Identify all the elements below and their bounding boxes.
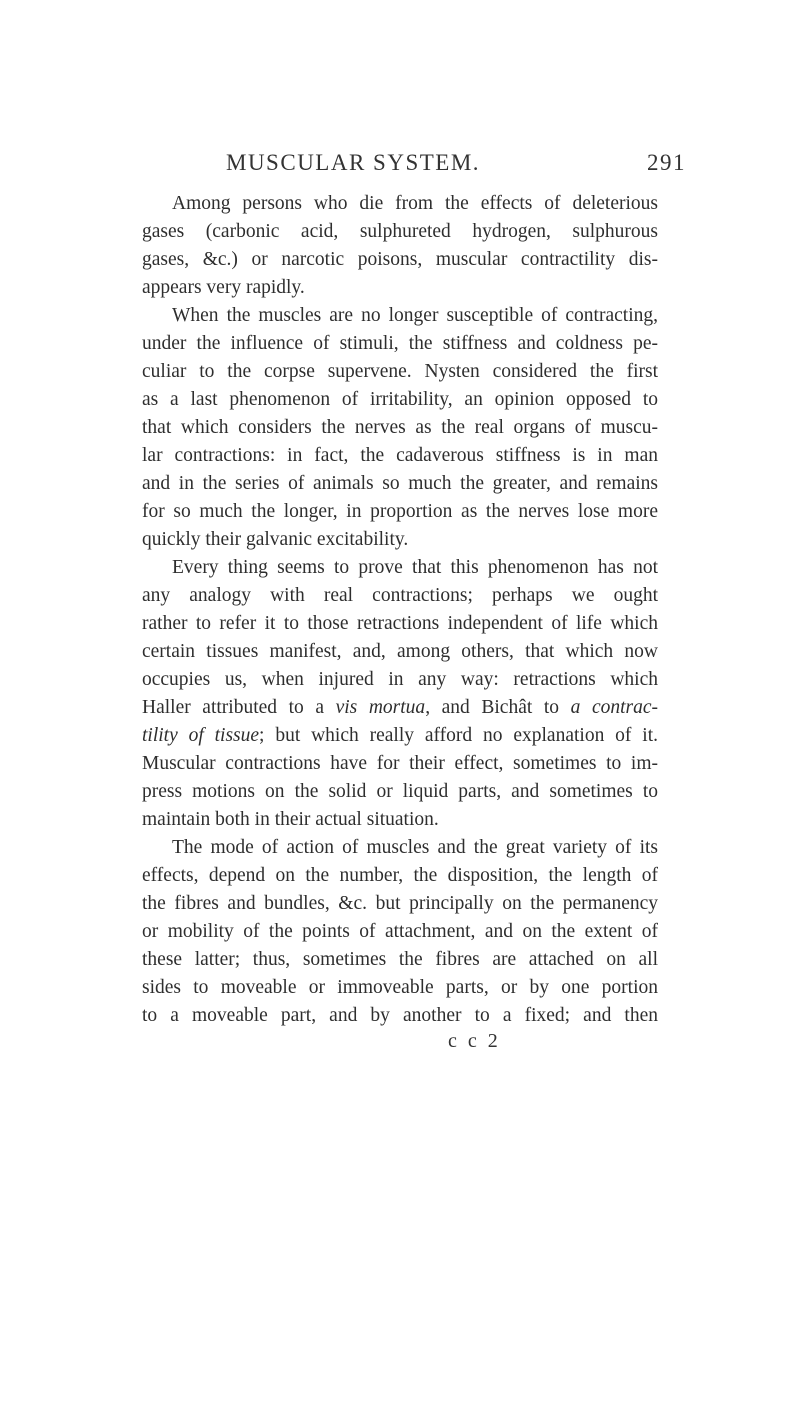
signature-mark: c c 2	[448, 1030, 501, 1052]
text-line: The mode of action of muscles and the great variety of its	[172, 837, 658, 858]
text-line: as a last phenomenon of irritability, an opinion opposed to	[142, 389, 658, 410]
text-line: sides to moveable or immoveable parts, or by one portion	[142, 977, 658, 998]
page-number: 291	[647, 150, 686, 175]
text-run: ; but which really afford no explanation of it.	[259, 725, 658, 746]
text-line: gases (carbonic acid, sulphureted hydrogen, sulphurous	[142, 221, 658, 242]
text-line: Among persons who die from the effects of deleterious	[172, 193, 658, 214]
running-head	[226, 150, 686, 180]
text-line	[142, 722, 658, 749]
italic-term: tility of tissue	[142, 725, 260, 746]
text-line: culiar to the corpse supervene. Nysten considered the first	[142, 361, 658, 382]
text-line: effects, depend on the number, the disposition, the length of	[142, 865, 658, 886]
text-line: these latter; thus, sometimes the fibres are attached on all	[142, 949, 658, 970]
text-line: or mobility of the points of attachment, and on the extent of	[142, 921, 658, 942]
text-line: Muscular contractions have for their effect, sometimes to im-	[142, 753, 658, 774]
text-line: for so much the longer, in proportion as the nerves lose more	[142, 501, 658, 522]
text-line: rather to refer it to those retractions independent of life which	[142, 613, 658, 634]
text-line: the fibres and bundles, &c. but principally on the permanency	[142, 893, 658, 914]
text-line: maintain both in their actual situation.	[142, 809, 439, 830]
text-line: that which considers the nerves as the real organs of muscu-	[142, 417, 658, 438]
running-title: MUSCULAR SYSTEM.	[226, 150, 481, 175]
text-line: quickly their galvanic excitability.	[142, 529, 409, 550]
text-line: press motions on the solid or liquid parts, and sometimes to	[142, 781, 658, 802]
text-line: lar contractions: in fact, the cadaverous stiffness is in man	[142, 445, 658, 466]
text-line: appears very rapidly.	[142, 277, 305, 298]
text-line: When the muscles are no longer susceptible of contracting,	[172, 305, 658, 326]
text-run: Haller attributed to a	[142, 697, 336, 718]
text-line: under the influence of stimuli, the stiffness and coldness pe-	[142, 333, 658, 354]
text-line: occupies us, when injured in any way: retractions which	[142, 669, 658, 690]
text-line: Every thing seems to prove that this phenomenon has not	[172, 557, 658, 578]
text-line: and in the series of animals so much the greater, and remains	[142, 473, 658, 494]
text-line: certain tissues manifest, and, among others, that which now	[142, 641, 658, 662]
text-run: , and Bichât to	[425, 697, 571, 718]
italic-term: a contrac-	[570, 697, 658, 718]
text-line: any analogy with real contractions; perhaps we ought	[142, 585, 658, 606]
text-line	[142, 694, 658, 721]
text-line: gases, &c.) or narcotic poisons, muscular contractility dis-	[142, 249, 658, 270]
italic-term: vis mortua	[335, 697, 426, 718]
text-line: to a moveable part, and by another to a fixed; and then	[142, 1005, 658, 1026]
